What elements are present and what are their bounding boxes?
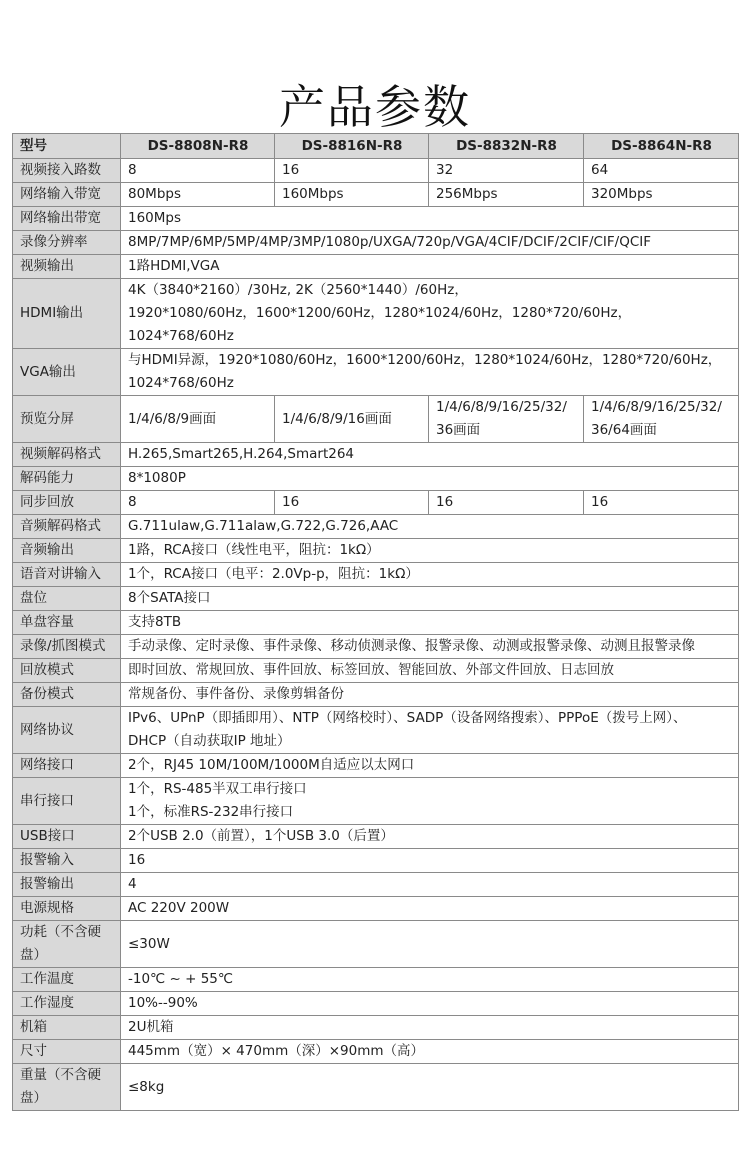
cell-value: 10%--90% bbox=[121, 992, 739, 1016]
table-row bbox=[13, 349, 739, 396]
table-row bbox=[13, 467, 739, 491]
row-label: 回放模式 bbox=[13, 659, 121, 683]
cell-value: H.265,Smart265,H.264,Smart264 bbox=[121, 443, 739, 467]
table-row bbox=[13, 611, 739, 635]
cell-line: 1个，RS-485半双工串行接口 bbox=[128, 781, 307, 797]
row-label: 电源规格 bbox=[13, 897, 121, 921]
row-label: 音频输出 bbox=[13, 539, 121, 563]
cell-value: 8*1080P bbox=[121, 467, 739, 491]
cell-value: 1路HDMI,VGA bbox=[121, 255, 739, 279]
row-label: 网络输出带宽 bbox=[13, 207, 121, 231]
cell-value: 320Mbps bbox=[584, 183, 739, 207]
cell-value: 16 bbox=[584, 491, 739, 515]
table-row bbox=[13, 683, 739, 707]
table-row bbox=[13, 1016, 739, 1040]
cell-value: 445mm（宽）× 470mm（深）×90mm（高） bbox=[121, 1040, 739, 1064]
spec-table bbox=[12, 133, 739, 1111]
cell-value: 8 bbox=[121, 491, 275, 515]
cell-line: 4K（3840*2160）/30Hz, 2K（2560*1440）/60Hz， bbox=[128, 282, 468, 298]
row-label: 网络输入带宽 bbox=[13, 183, 121, 207]
row-label: 视频接入路数 bbox=[13, 159, 121, 183]
table-header-row bbox=[13, 134, 739, 159]
cell-line: 36画面 bbox=[436, 422, 481, 438]
row-label: 单盘容量 bbox=[13, 611, 121, 635]
cell-value bbox=[121, 707, 739, 754]
row-label: 工作温度 bbox=[13, 968, 121, 992]
row-label: 预览分屏 bbox=[13, 396, 121, 443]
table-row bbox=[13, 587, 739, 611]
cell-value: 16 bbox=[275, 159, 429, 183]
cell-value: ≤30W bbox=[121, 921, 739, 968]
row-label: 报警输入 bbox=[13, 849, 121, 873]
cell-line: 1/4/6/8/9/16/25/32/ bbox=[436, 399, 567, 415]
row-label: 网络协议 bbox=[13, 707, 121, 754]
row-label: 视频输出 bbox=[13, 255, 121, 279]
table-row bbox=[13, 443, 739, 467]
table-row bbox=[13, 491, 739, 515]
row-label: 视频解码格式 bbox=[13, 443, 121, 467]
table-row bbox=[13, 659, 739, 683]
model-1-header: DS-8808N-R8 bbox=[121, 134, 275, 159]
row-label: 串行接口 bbox=[13, 778, 121, 825]
page-title: 产品参数 bbox=[279, 79, 471, 134]
table-row bbox=[13, 754, 739, 778]
row-label: HDMI输出 bbox=[13, 279, 121, 349]
row-label: USB接口 bbox=[13, 825, 121, 849]
model-2-header: DS-8816N-R8 bbox=[275, 134, 429, 159]
table-row bbox=[13, 1040, 739, 1064]
cell-value: ≤8kg bbox=[121, 1064, 739, 1111]
cell-line: 1920*1080/60Hz，1600*1200/60Hz，1280*1024/60Hz，1280*720/60Hz，1024*768/60Hz bbox=[128, 305, 632, 344]
label-line: 盘） bbox=[20, 947, 47, 963]
cell-value: 8 bbox=[121, 159, 275, 183]
model-3-header: DS-8832N-R8 bbox=[429, 134, 584, 159]
cell-value: 支持8TB bbox=[121, 611, 739, 635]
cell-line: 与HDMI异源，1920*1080/60Hz，1600*1200/60Hz，1280*1024/60Hz，1280*720/60Hz， bbox=[128, 352, 722, 368]
cell-value: 常规备份、事件备份、录像剪辑备份 bbox=[121, 683, 739, 707]
row-label: 网络接口 bbox=[13, 754, 121, 778]
table-row bbox=[13, 563, 739, 587]
cell-value: 160Mbps bbox=[275, 183, 429, 207]
table-row bbox=[13, 159, 739, 183]
cell-line: 1024*768/60Hz bbox=[128, 375, 234, 391]
cell-value: 2U机箱 bbox=[121, 1016, 739, 1040]
table-row bbox=[13, 539, 739, 563]
header-label: 型号 bbox=[13, 134, 121, 159]
cell-value: 1路，RCA接口（线性电平，阻抗：1kΩ） bbox=[121, 539, 739, 563]
table-row bbox=[13, 825, 739, 849]
cell-value bbox=[121, 349, 739, 396]
model-4-header: DS-8864N-R8 bbox=[584, 134, 739, 159]
row-label: 备份模式 bbox=[13, 683, 121, 707]
row-label: 音频解码格式 bbox=[13, 515, 121, 539]
table-row bbox=[13, 515, 739, 539]
row-label: 录像分辨率 bbox=[13, 231, 121, 255]
cell-value: 1/4/6/8/9画面 bbox=[121, 396, 275, 443]
row-label: 语音对讲输入 bbox=[13, 563, 121, 587]
row-label: 尺寸 bbox=[13, 1040, 121, 1064]
cell-line: 1个，标准RS-232串行接口 bbox=[128, 804, 294, 820]
cell-value: 8MP/7MP/6MP/5MP/4MP/3MP/1080p/UXGA/720p/VGA/4CIF/DCIF/2CIF/CIF/QCIF bbox=[121, 231, 739, 255]
cell-line: IPv6、UPnP（即插即用）、NTP（网络校时）、SADP（设备网络搜索）、PPPoE（拨号上网）、 bbox=[128, 710, 687, 726]
cell-line: 1/4/6/8/9/16/25/32/ bbox=[591, 399, 722, 415]
row-label: 同步回放 bbox=[13, 491, 121, 515]
table-row bbox=[13, 231, 739, 255]
cell-value: 2个USB 2.0（前置），1个USB 3.0（后置） bbox=[121, 825, 739, 849]
table-row bbox=[13, 279, 739, 349]
cell-value: 16 bbox=[275, 491, 429, 515]
row-label: 盘位 bbox=[13, 587, 121, 611]
table-row bbox=[13, 183, 739, 207]
row-label: 工作湿度 bbox=[13, 992, 121, 1016]
cell-value: 160Mps bbox=[121, 207, 739, 231]
cell-value: 1/4/6/8/9/16画面 bbox=[275, 396, 429, 443]
cell-value: 1个，RCA接口（电平：2.0Vp-p，阻抗：1kΩ） bbox=[121, 563, 739, 587]
table-row bbox=[13, 778, 739, 825]
cell-value: 4 bbox=[121, 873, 739, 897]
row-label: 解码能力 bbox=[13, 467, 121, 491]
table-row bbox=[13, 992, 739, 1016]
table-row bbox=[13, 968, 739, 992]
cell-value: 即时回放、常规回放、事件回放、标签回放、智能回放、外部文件回放、日志回放 bbox=[121, 659, 739, 683]
cell-value: 手动录像、定时录像、事件录像、移动侦测录像、报警录像、动测或报警录像、动测且报警录像 bbox=[121, 635, 739, 659]
row-label bbox=[13, 1064, 121, 1111]
table-row bbox=[13, 1064, 739, 1111]
cell-value: 8个SATA接口 bbox=[121, 587, 739, 611]
table-row bbox=[13, 849, 739, 873]
row-label: VGA输出 bbox=[13, 349, 121, 396]
cell-value: 16 bbox=[121, 849, 739, 873]
cell-value: 2个，RJ45 10M/100M/1000M自适应以太网口 bbox=[121, 754, 739, 778]
table-row bbox=[13, 897, 739, 921]
cell-line: 36/64画面 bbox=[591, 422, 657, 438]
table-row bbox=[13, 396, 739, 443]
cell-line: DHCP（自动获取IP 地址） bbox=[128, 733, 291, 749]
cell-value: G.711ulaw,G.711alaw,G.722,G.726,AAC bbox=[121, 515, 739, 539]
row-label: 录像/抓图模式 bbox=[13, 635, 121, 659]
row-label: 报警输出 bbox=[13, 873, 121, 897]
table-row bbox=[13, 921, 739, 968]
table-row bbox=[13, 207, 739, 231]
row-label: 机箱 bbox=[13, 1016, 121, 1040]
row-label bbox=[13, 921, 121, 968]
table-row bbox=[13, 255, 739, 279]
cell-value bbox=[584, 396, 739, 443]
cell-value: AC 220V 200W bbox=[121, 897, 739, 921]
table-row bbox=[13, 707, 739, 754]
table-row bbox=[13, 873, 739, 897]
table-row bbox=[13, 635, 739, 659]
cell-value: 80Mbps bbox=[121, 183, 275, 207]
cell-value: 256Mbps bbox=[429, 183, 584, 207]
cell-value: 32 bbox=[429, 159, 584, 183]
cell-value: 64 bbox=[584, 159, 739, 183]
label-line: 重量（不含硬 bbox=[20, 1067, 101, 1083]
cell-value bbox=[121, 778, 739, 825]
label-line: 盘） bbox=[20, 1090, 47, 1106]
label-line: 功耗（不含硬 bbox=[20, 924, 101, 940]
cell-value bbox=[429, 396, 584, 443]
cell-value bbox=[121, 279, 739, 349]
cell-value: -10℃ ~ + 55℃ bbox=[121, 968, 739, 992]
cell-value: 16 bbox=[429, 491, 584, 515]
